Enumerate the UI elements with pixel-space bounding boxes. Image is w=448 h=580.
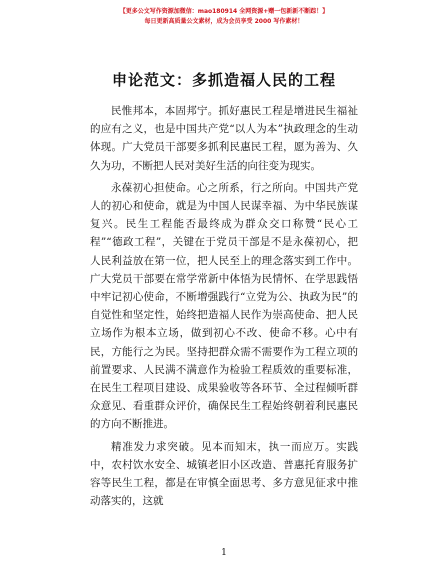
document-body: [90, 102, 358, 514]
paragraph: 精准发力求突破。见本而知末，执一而应万。实践中，农村饮水安全、城镇老旧小区改造、普惠托育服务扩容等民生工程，都是在审慎全面思考、多方意见征求中推动落实的，这就: [90, 440, 358, 508]
page-number: 1: [221, 548, 227, 558]
banner-line-1: 【更多公文写作资源加微信：mao180914 全网资源+赠一包新新不断踪！】: [119, 8, 329, 15]
paragraph: 永葆初心担使命。心之所系，行之所向。中国共产党人的初心和使命，就是为中国人民谋幸福、为中华民族谋复兴。民生工程能否最终成为群众交口称赞“民心工程”“德政工程”，关键在于党员干部是不是永葆初心，把人民利益放在第一位，把人民至上的理念落实到工作中。广大党员干部要在常学常新中体悟为民情怀、在学思践悟中牢记初心使命，不断增强践行“立党为公、执政为民”的自觉性和坚定性，始终把造福人民作为崇高使命、把人民立场作为根本立场，做到初心不改、使命不移。心中有民，方能行之为民。坚持把群众需不需要作为工程立项的前置要求、人民满不满意作为检验工程质效的重要标准，在民生工程项目建设、成果验收等各环节、全过程倾听群众意见、看重群众评价，确保民生工程始终朝着利民惠民的方向不断推进。: [90, 181, 358, 431]
header-banner: [0, 7, 448, 27]
paragraph: 民惟邦本，本固邦宁。抓好惠民工程是增进民生福祉的应有之义，也是中国共产党“以人为本”执政理念的生动体现。广大党员干部要多抓利民惠民工程，愿为善为、久久为功，不断把人民对美好生活的向往变为现实。: [90, 105, 358, 172]
document-title: 申论范文：多抓造福人民的工程: [111, 71, 336, 89]
banner-line-2: 每日更新高质量公文素材，成为会员享受 2000 写作素材！: [144, 18, 304, 25]
